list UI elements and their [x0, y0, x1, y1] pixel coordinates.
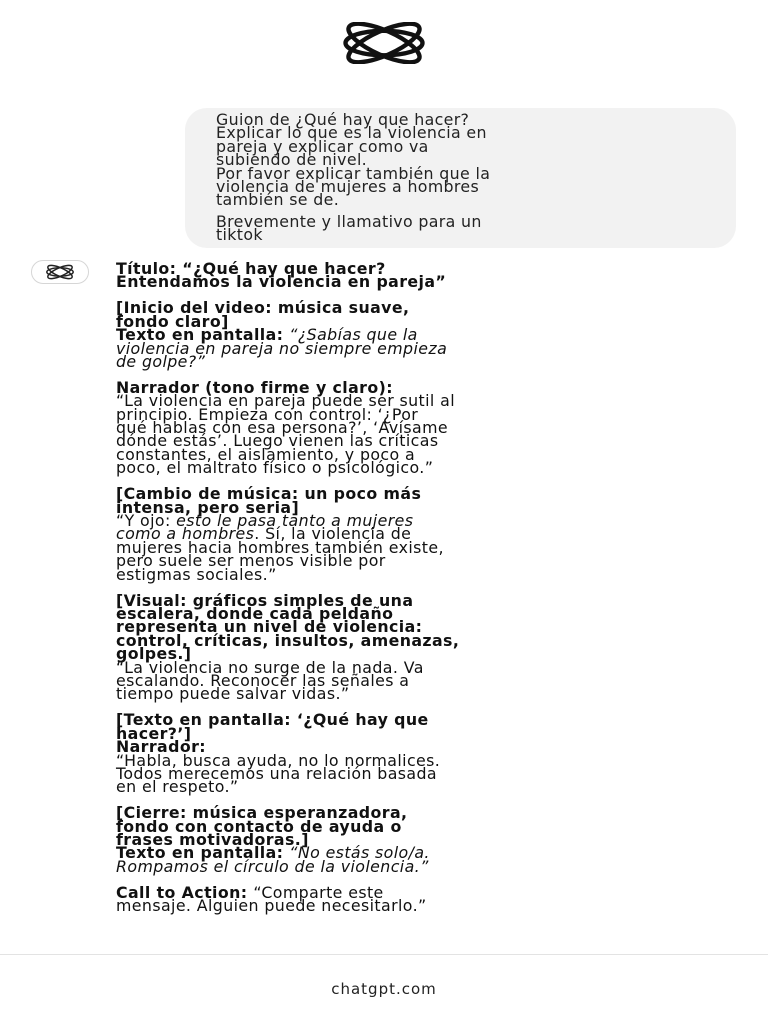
assistant-message: [116, 259, 746, 925]
cta-label: Call to Action:: [116, 882, 254, 902]
cta-text: “Comparte este mensaje. Alguien puede necesitarlo.”: [116, 882, 427, 916]
emphasis-text: esto le pasa tanto a mujeres como a hombres: [116, 511, 414, 544]
stage-direction: [Visual: gráficos simples de una escalera, donde cada peldaño representa un nivel de violencia: control, críticas, insultos, amenazas, golpes.]: [116, 590, 460, 664]
screen-text: “No estás solo/a. Rompamos el círculo de la violencia.”: [116, 843, 430, 876]
answer-section-narrator: [116, 377, 746, 478]
assistant-avatar: [31, 260, 89, 284]
narrator-label: Narrador:: [116, 737, 206, 757]
body-text: . Sí, la violencia de mujeres hacia hombres también existe, pero suele ser menos visible por estigmas sociales.”: [116, 524, 444, 584]
body-text: “Y ojo:: [116, 511, 177, 530]
screen-text-label: Texto en pantalla:: [116, 843, 290, 863]
stage-direction: [Cierre: música esperanzadora, fondo con contacto de ayuda o frases motivadoras.]: [116, 803, 408, 850]
narrator-text: “Habla, busca ayuda, no lo normalices. Todos merecemos una relación basada en el respeto.”: [116, 750, 441, 797]
answer-section-music-change: [116, 484, 746, 584]
user-message-bubble: [185, 108, 736, 248]
screen-text: “¿Sabías que la violencia en pareja no siempre empieza de golpe?”: [116, 325, 448, 371]
answer-section-cta: [116, 882, 746, 916]
answer-title: [116, 259, 746, 292]
narrator-label: Narrador (tono firme y claro):: [116, 377, 393, 397]
narrator-text: “La violencia en pareja puede ser sutil al principio. Empieza con control: ‘¿Por qué hablas con esa persona?’, ‘Avísame dónde estás’. Luego vienen las críticas constantes, el aislamiento, y poco a poco, el maltrato físico o psicológico.”: [116, 391, 456, 478]
user-message-paragraph: Guion de ¿Qué hay que hacer? Explicar lo que es la violencia en pareja y explicar como va subiendo de nivel. Por favor explicar también que la violencia de mujeres a hombres también se de.: [216, 110, 491, 210]
stage-direction: [Inicio del video: música suave, fondo claro]: [116, 298, 410, 331]
user-message-paragraph: Brevemente y llamativo para un tiktok: [216, 211, 482, 245]
title-label: Título:: [116, 259, 183, 278]
stage-direction: [Cambio de música: un poco más intensa, pero seria]: [116, 484, 422, 517]
footer-divider: [0, 954, 768, 955]
screen-text-label: Texto en pantalla:: [116, 325, 290, 345]
answer-section-visual: [116, 590, 746, 704]
answer-section-what-to-do: [116, 710, 746, 797]
body-text: “La violencia no surge de la nada. Va escalando. Reconocer las señales a tiempo puede salvar vidas.”: [116, 657, 424, 704]
answer-section-closing: [116, 803, 746, 876]
stage-direction: [Texto en pantalla: ‘¿Qué hay que hacer?’]: [116, 710, 429, 743]
answer-section-intro: [116, 298, 746, 371]
title-text: “¿Qué hay que hacer? Entendamos la violencia en pareja”: [116, 259, 447, 292]
openai-logo-icon: [329, 22, 439, 64]
footer-domain[interactable]: chatgpt.com: [331, 980, 437, 998]
openai-logo-icon: [42, 264, 78, 280]
